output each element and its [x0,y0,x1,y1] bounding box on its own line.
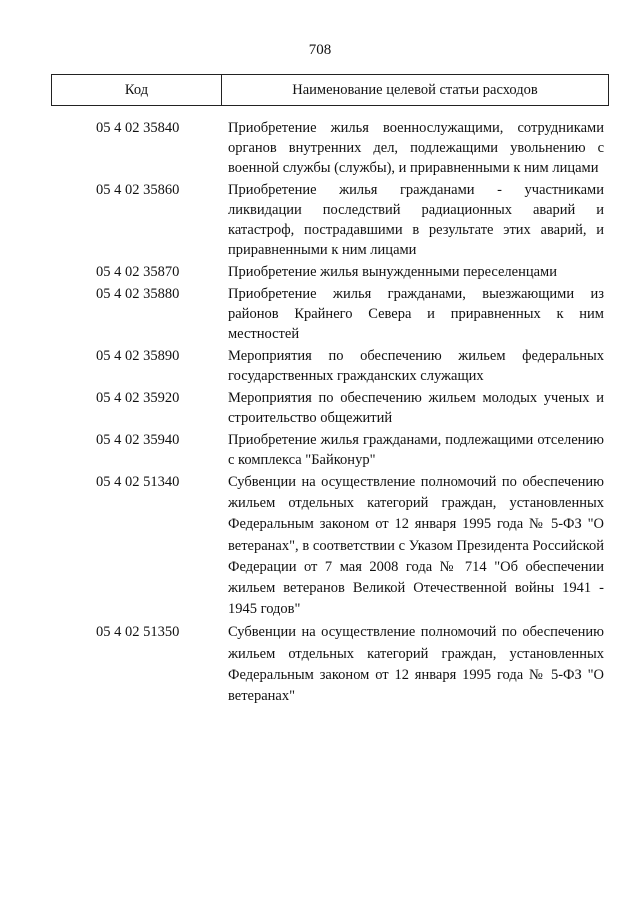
row-code: 05 4 02 51340 [96,474,180,490]
row-code: 05 4 02 51350 [96,624,180,641]
table-row [0,180,640,260]
row-code: 05 4 02 35940 [96,432,180,448]
row-code: 05 4 02 35860 [96,182,180,198]
row-description: Приобретение жилья военнослужащими, сотрудниками органов внутренних дел, подлежащими увольнению с военной службы (службы), и приравненными к ним лицами [228,120,604,176]
table-row [0,262,640,282]
table-row [0,284,640,344]
budget-rows [0,118,640,709]
table-row [0,430,640,470]
row-description: Субвенции на осуществление полномочий по обеспечению жильем отдельных категорий граждан, установленных Федеральным законом от 12 января 1995 года № 5-ФЗ "О ветеранах" [228,624,604,705]
row-description: Приобретение жилья гражданами, подлежащими отселению с комплекса "Байконур" [228,432,604,468]
header-name: Наименование целевой статьи расходов [292,81,538,98]
row-description: Приобретение жилья гражданами, выезжающими из районов Крайнего Севера и приравненных к ним местностей [228,286,604,342]
table-row [0,346,640,386]
table-header [51,74,609,106]
row-description: Приобретение жилья вынужденными переселенцами [228,264,557,280]
header-code: Код [52,75,222,105]
row-description: Приобретение жилья гражданами - участниками ликвидации последствий радиационных аварий и катастроф, пострадавшими в результате этих аварий, и приравненными к ним лицами [228,182,604,258]
row-code: 05 4 02 35840 [96,120,180,136]
table-row [0,472,640,620]
row-code: 05 4 02 35870 [96,264,180,280]
table-row [0,622,640,707]
row-description: Субвенции на осуществление полномочий по обеспечению жильем отдельных категорий граждан, установленных Федеральным законом от 12 января 1995 года № 5-ФЗ "О ветеранах", в соответствии с Указом Президента Российской Федерации от 7 мая 2008 года № 714 "Об обеспечении жильем ветеранов Великой Отечественной войны 1941 - 1945 годов" [228,474,604,618]
row-description: Мероприятия по обеспечению жильем молодых ученых и строительство общежитий [228,390,604,426]
row-code: 05 4 02 35880 [96,286,180,302]
page-number: 708 [308,42,332,58]
row-description: Мероприятия по обеспечению жильем федеральных государственных гражданских служащих [228,348,604,384]
table-row [0,388,640,428]
row-code: 05 4 02 35920 [96,390,180,406]
row-code: 05 4 02 35890 [96,348,180,364]
table-row [0,118,640,178]
